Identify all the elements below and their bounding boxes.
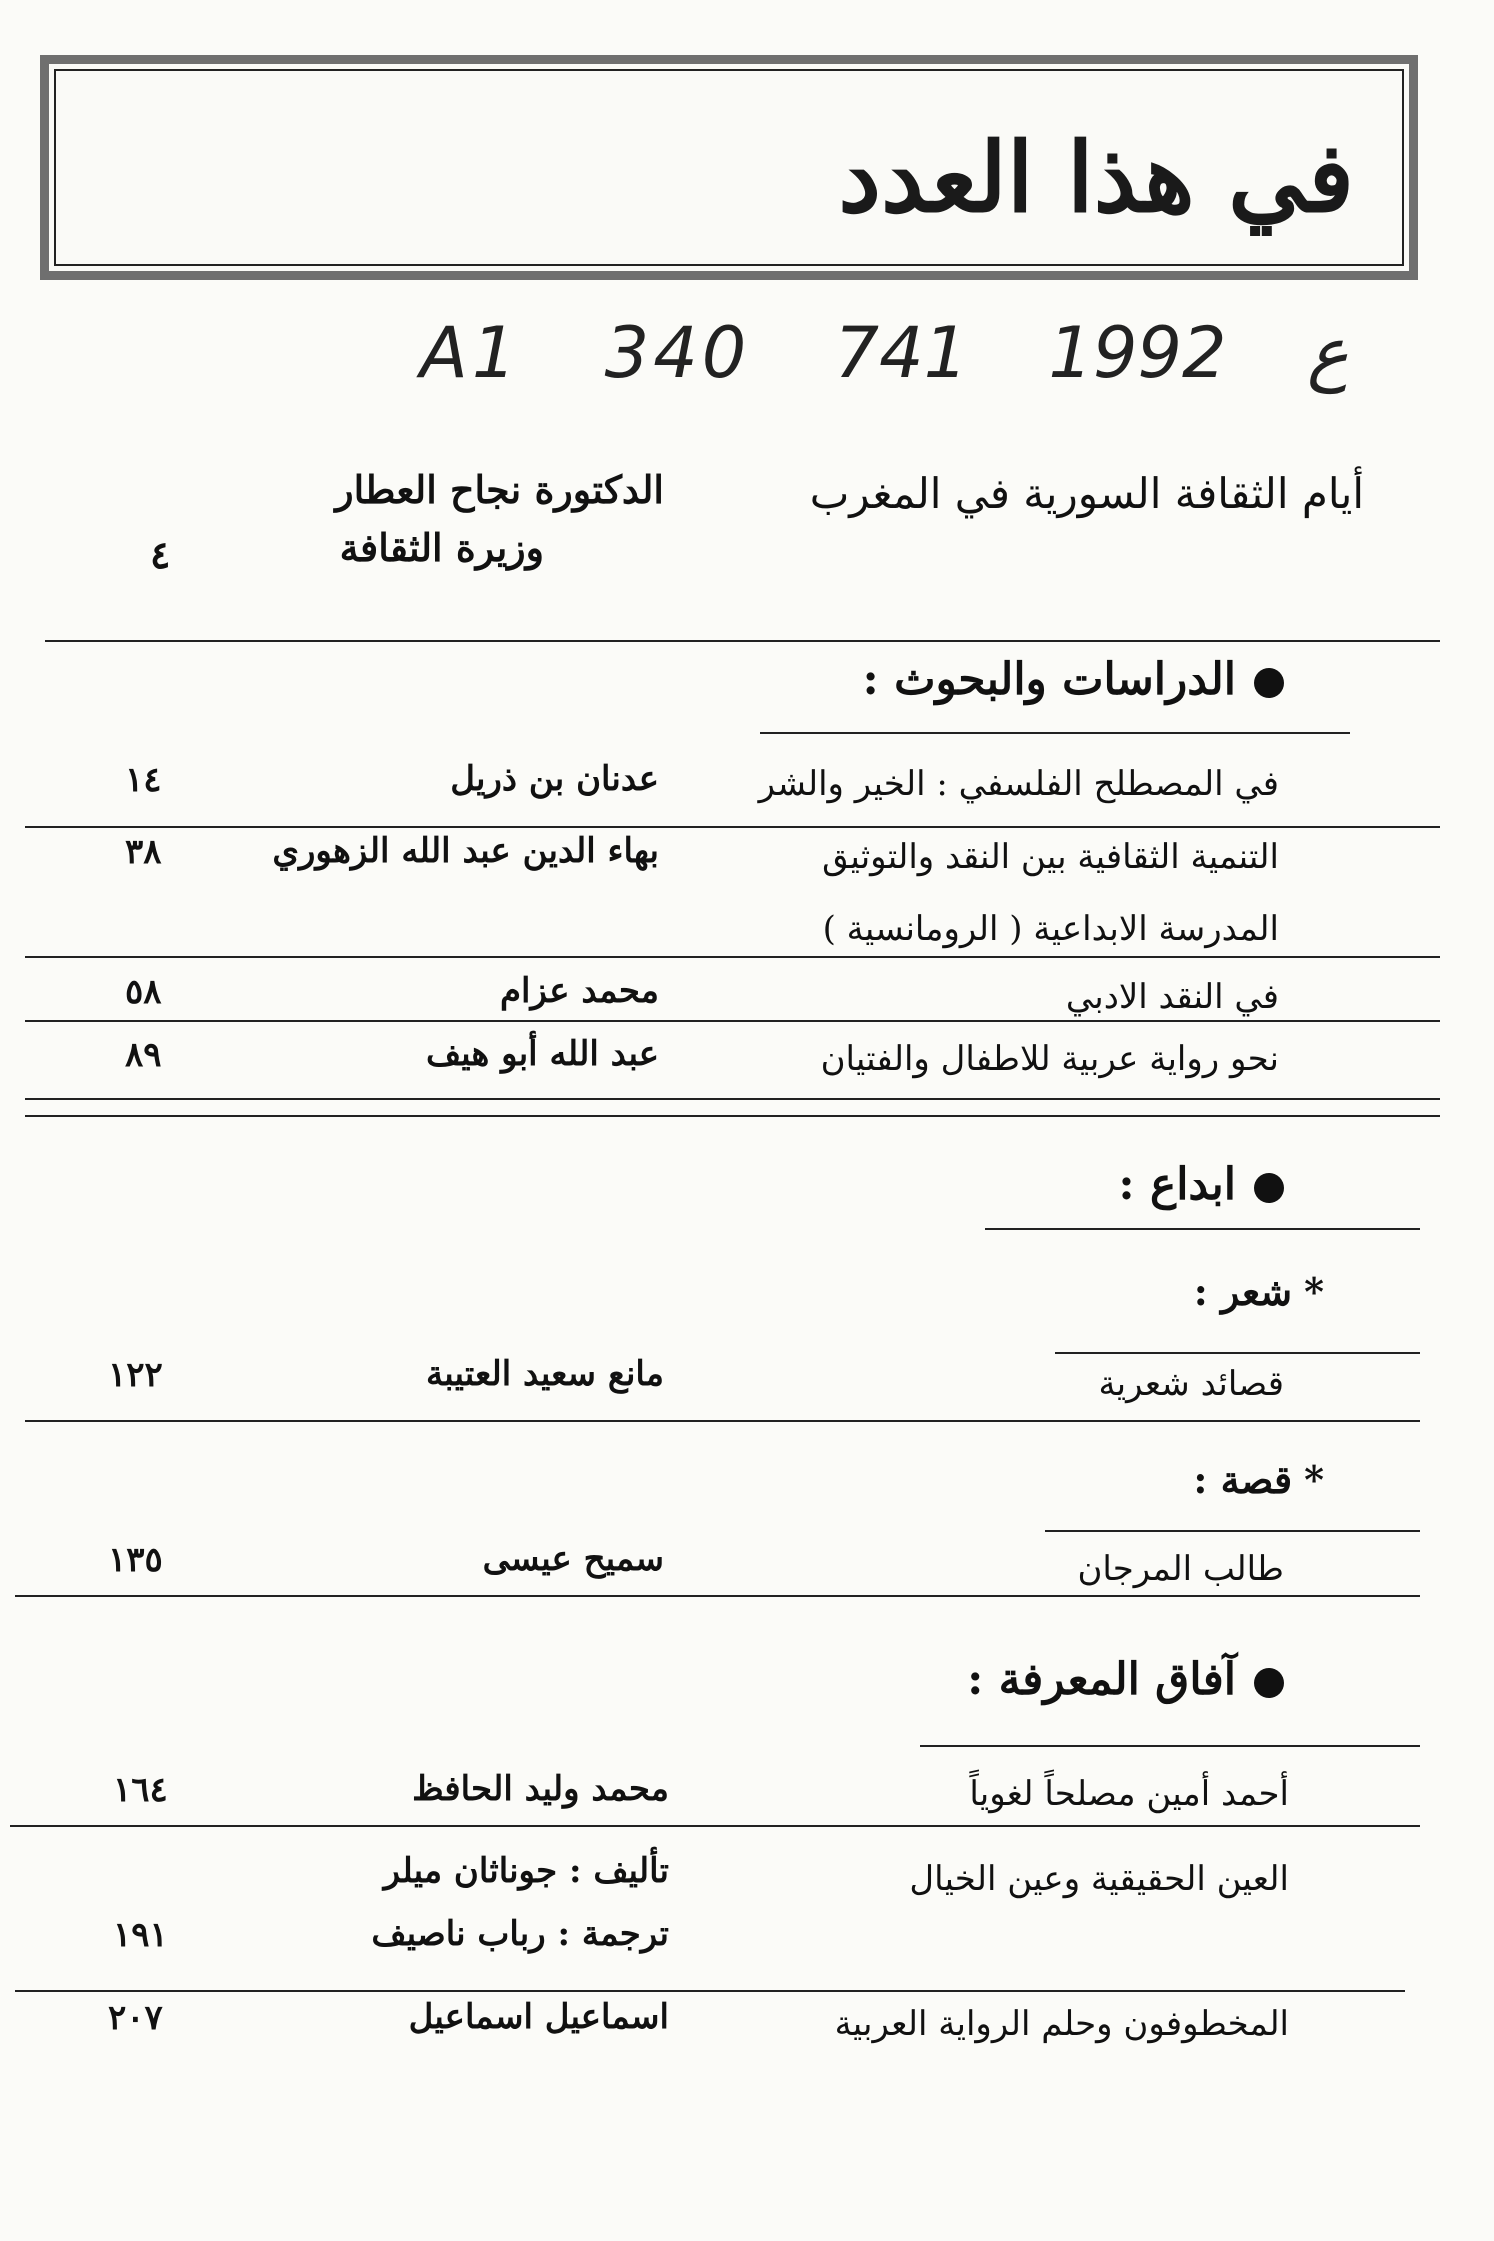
- toc-entry-author: سميح عيسى: [482, 1539, 664, 1579]
- bullet-icon: [1254, 668, 1284, 698]
- toc-entry-author: عبد الله أبو هيف: [425, 1034, 659, 1074]
- toc-entry-page: ٨٩: [125, 1035, 162, 1075]
- toc-entry-title: المدرسة الابداعية ( الرومانسية ): [822, 909, 1279, 949]
- section-underline: [1055, 1352, 1420, 1354]
- bullet-icon: [1254, 1173, 1284, 1203]
- divider: [25, 1020, 1440, 1022]
- toc-entry-author: مانع سعيد العتيبة: [425, 1354, 664, 1394]
- toc-entry-title: المخطوفون وحلم الرواية العربية: [834, 2004, 1289, 2044]
- divider: [25, 1115, 1440, 1117]
- toc-entry-title: العين الحقيقية وعين الخيال: [909, 1859, 1289, 1899]
- intro-author: الدكتورة نجاح العطار: [335, 467, 664, 512]
- toc-entry-title: طالب المرجان: [1077, 1549, 1284, 1589]
- toc-entry-page: ١٦٤: [113, 1770, 168, 1810]
- subsection-heading-poetry: *شعر :: [1193, 1269, 1324, 1314]
- star-icon: *: [1304, 1457, 1324, 1502]
- toc-entry-translator: ترجمة : رباب ناصيف: [371, 1914, 669, 1954]
- toc-entry-author: محمد عزام: [499, 971, 659, 1011]
- toc-entry-page: ١٤: [125, 760, 162, 800]
- toc-entry-title: في النقد الادبي: [1065, 977, 1279, 1017]
- divider: [10, 1825, 1420, 1827]
- divider: [25, 1098, 1440, 1100]
- catalog-note: A1 340 ع 1992 741: [420, 312, 1349, 394]
- section-heading-horizons: آفاق المعرفة :: [967, 1655, 1284, 1706]
- toc-entry-title: التنمية الثقافية بين النقد والتوثيق: [822, 837, 1279, 877]
- toc-entry-page: ٢٠٧: [108, 1998, 163, 2038]
- intro-author-role: وزيرة الثقافة: [339, 525, 544, 570]
- bullet-icon: [1254, 1668, 1284, 1698]
- subsection-heading-story: *قصة :: [1193, 1457, 1324, 1502]
- section-underline: [920, 1745, 1420, 1747]
- section-heading-creative: ابداع :: [1118, 1160, 1284, 1211]
- toc-entry-title: أحمد أمين مصلحاً لغوياً: [969, 1774, 1289, 1814]
- star-icon: *: [1304, 1269, 1324, 1314]
- divider: [25, 1420, 1420, 1422]
- toc-entry-author: تأليف : جوناثان ميلر: [383, 1851, 669, 1891]
- toc-entry-title: نحو رواية عربية للاطفال والفتيان: [820, 1039, 1279, 1079]
- toc-entry-page: ٥٨: [125, 972, 162, 1012]
- divider: [15, 1990, 1405, 1992]
- toc-entry-author: محمد وليد الحافظ: [412, 1769, 669, 1809]
- toc-entry-author: بهاء الدين عبد الله الزهوري: [272, 831, 659, 871]
- toc-entry-page: ١٢٢: [108, 1355, 163, 1395]
- toc-entry-page: ١٣٥: [108, 1540, 163, 1580]
- toc-entry-title: قصائد شعرية: [1098, 1364, 1284, 1404]
- section-underline: [760, 732, 1350, 734]
- toc-entry-author: اسماعيل اسماعيل: [408, 1997, 669, 2037]
- section-underline: [985, 1228, 1420, 1230]
- toc-entry-page: ٣٨: [125, 832, 162, 872]
- toc-entry-page: ١٩١: [113, 1915, 168, 1955]
- divider: [25, 826, 1440, 828]
- divider: [25, 956, 1440, 958]
- intro-page-number: ٤: [150, 532, 171, 577]
- divider: [45, 640, 1440, 642]
- toc-entry-title: في المصطلح الفلسفي : الخير والشر: [758, 764, 1279, 804]
- section-underline: [1045, 1530, 1420, 1532]
- section-heading-studies: الدراسات والبحوث :: [863, 655, 1284, 706]
- divider: [15, 1595, 1420, 1597]
- intro-title: أيام الثقافة السورية في المغرب: [809, 469, 1364, 518]
- page-title: في هذا العدد: [838, 121, 1354, 234]
- toc-entry-author: عدنان بن ذريل: [450, 759, 659, 799]
